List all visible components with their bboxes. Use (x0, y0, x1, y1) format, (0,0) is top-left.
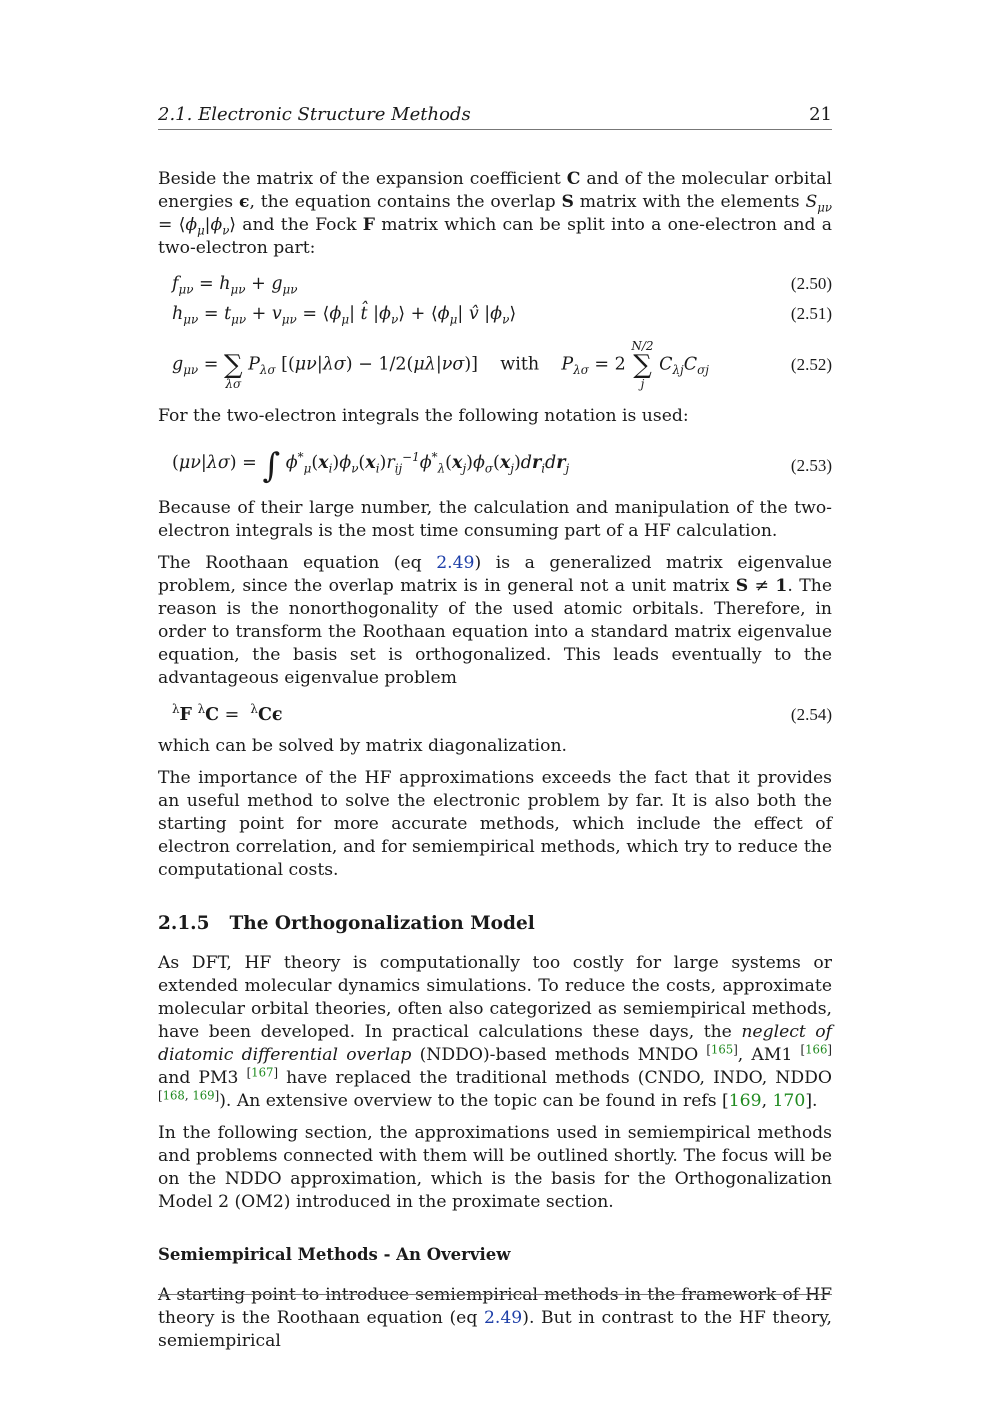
paragraph-hf-importance: The importance of the HF approximations exceeds the fact that it provides an useful method to solve the electronic problem by far. It is also both the starting point for more accurate methods, which include the effect of electron correlation, and for semiempirical methods, which try to reduce the computational costs. (158, 768, 832, 880)
paragraph-fock-intro: Beside the matrix of the expansion coefficient C and of the molecular orbital energies ϵ, the equation contains the overlap S matrix with the elements $S_{\mu\nu}$ = $⟨\phi_\mu|\phi_\nu⟩$ and the Fock F matrix which can be split into a one-electron and a two-electron part: (158, 169, 832, 258)
equation-number: (2.51) (790, 304, 832, 323)
equation-number: (2.52) (790, 355, 832, 374)
with-label: with (500, 354, 540, 375)
paragraph-integrals-cost: Because of their large number, the calculation and manipulation of the two-electron integrals is the most time consuming part of a HF calculation. (158, 498, 832, 541)
paragraph-dft-cost: As DFT, HF theory is computationally too costly for large systems or extended molecular dynamics simulations. To reduce the costs, approximate molecular orbital theories, often also categorized as semiempirical methods, have been developed. In practical calculations these days, the neglect of diatomic differential overlap (NDDO)-based methods MNDO [165], AM1 [166] and PM3 [167] have replaced the traditional methods (CNDO, INDO, NDDO [168, 169]). An extensive overview to the topic can be found in refs [169, 170]. (158, 953, 832, 1111)
equation-2-54: $^\lambda$F $^\lambda$C = $^\lambda$Cϵ (2.54) (172, 702, 832, 725)
equation-link[interactable]: 2.49 (436, 553, 475, 573)
paragraph-roothaan: The Roothaan equation (eq 2.49) is a generalized matrix eigenvalue problem, since the overlap matrix is in general not a unit matrix S ≠ 1. The reason is the nonorthogonality of the used atomic orbitals. Therefore, in order to transform the Roothaan equation into a standard matrix eigenvalue equation, the basis set is orthogonalized. This leads eventually to the advantageous eigenvalue problem (158, 553, 833, 688)
citation-link[interactable]: 169 (728, 1091, 762, 1111)
paragraph-following-section: In the following section, the approximations used in semiempirical methods and problems connected with them will be outlined shortly. The focus will be on the NDDO approximation, which is the basis for the Orthogonalization Model 2 (OM2) introduced in the proximate section. (158, 1123, 832, 1212)
paragraph-starting-point: A starting point to introduce semiempirical methods in the framework of HF theory is the Roothaan equation (eq 2.49). But in contrast to the HF theory, semiempirical (158, 1285, 832, 1351)
equation-link[interactable]: 2.49 (483, 1308, 523, 1328)
equation-2-51: $h_{\mu\nu} = t_{\mu\nu} + v_{\mu\nu}$ = $⟨\phi_\mu|$ t̂ $|\phi_\nu⟩$ + $⟨\phi_\mu|$ v̂ $|\phi_\nu⟩$ (2.51) (172, 304, 832, 327)
subsection-heading: Semiempirical Methods - An Overview (158, 1245, 511, 1264)
paragraph-diagonalization: which can be solved by matrix diagonalization. (158, 736, 567, 756)
paragraph-notation: For the two-electron integrals the following notation is used: (158, 406, 689, 426)
citation-link[interactable]: 167 (251, 1065, 274, 1080)
section-heading: 2.1.5 The Orthogonalization Model (158, 913, 535, 934)
equation-2-53: (μν|λσ) = ∫ $\phi^*_\mu(x_i)\phi_\nu(x_i)r_{ij}^{-1}\phi^*_\lambda(x_j)\phi_\sigma(x_j)dr_idr_j$ (2.53) (172, 446, 832, 486)
equation-number: (2.50) (790, 274, 832, 293)
equation-2-50: $f_{\mu\nu} = h_{\mu\nu} + g_{\mu\nu}$ (2.50) (172, 274, 832, 297)
equation-number: (2.54) (790, 705, 832, 724)
page-content (158, 104, 832, 1362)
footer-rule (158, 1294, 832, 1295)
citation-link[interactable]: 168 (162, 1088, 185, 1103)
page-number: 21 (809, 104, 832, 125)
equation-number: (2.53) (790, 456, 832, 475)
citation-link[interactable]: 170 (772, 1091, 806, 1111)
citation-link[interactable]: 166 (805, 1042, 828, 1057)
running-header (158, 104, 832, 130)
citation-link[interactable]: 165 (710, 1042, 734, 1057)
running-title: 2.1. Electronic Structure Methods (158, 104, 471, 125)
equation-2-52: $g_{\mu\nu}$ = ∑ λσ $P_{\lambda\sigma}$ [(μν|λσ) − 1/2(μλ|νσ)] with $P_{\lambda\sigma} = 2$ N/2 ∑ j $C_{\lambda j}C_{\sigma j}$ (2.52) (172, 339, 832, 391)
citation-link[interactable]: 169 (192, 1088, 215, 1103)
